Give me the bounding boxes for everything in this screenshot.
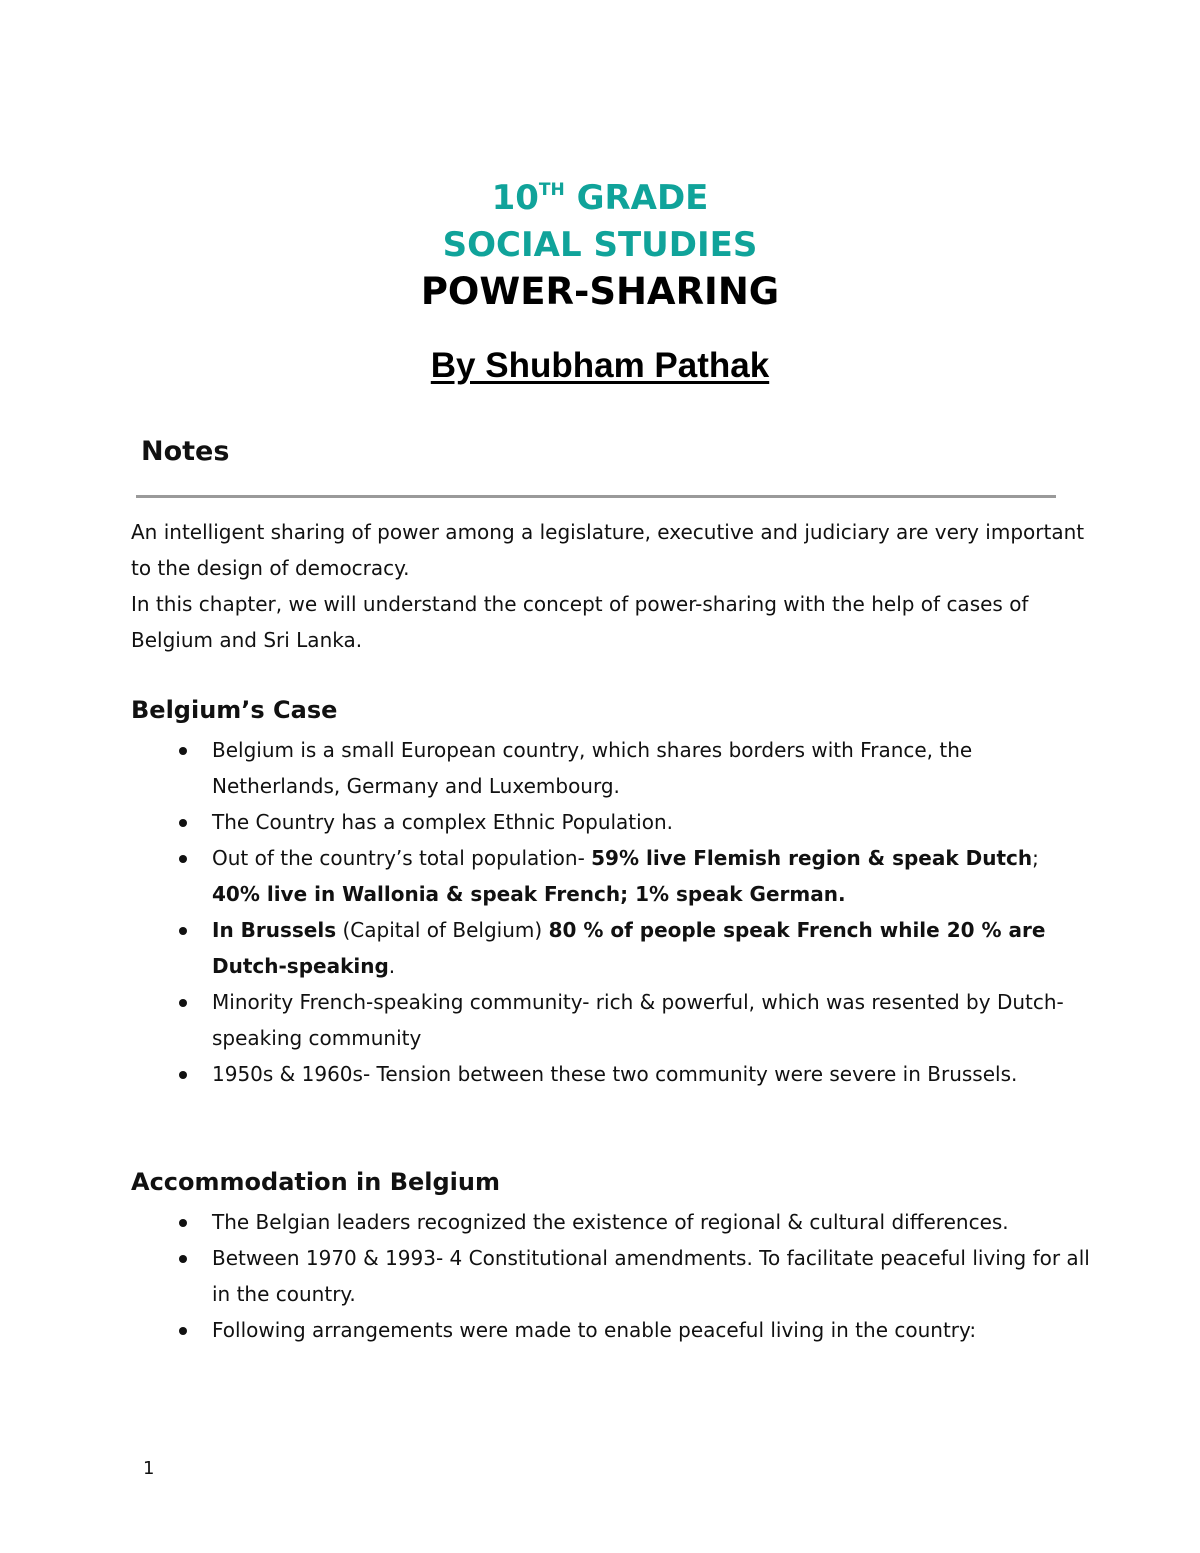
- belgium-case-list: [131, 732, 1091, 1092]
- accommodation-list: [131, 1204, 1091, 1348]
- list-item: [131, 1204, 1091, 1240]
- list-item: [131, 732, 1091, 804]
- list-item-text: (Capital of Belgium): [336, 918, 549, 942]
- list-item: [131, 1056, 1091, 1092]
- list-item-text: .: [837, 882, 846, 906]
- horizontal-divider: [136, 495, 1056, 498]
- list-item-text: Minority French-speaking community- rich & powerful, which was resented by Dutch-speaking community: [212, 990, 1064, 1050]
- list-item-bold: 59% live Flemish region & speak Dutch: [591, 846, 1033, 870]
- list-item-text: ;: [1032, 846, 1039, 870]
- grade-title: [0, 178, 1200, 218]
- bullet-icon: [179, 1071, 187, 1079]
- list-item: [131, 804, 1091, 840]
- bullet-icon: [179, 1219, 187, 1227]
- list-item: [131, 840, 1091, 912]
- list-item: [131, 912, 1091, 984]
- list-item-text: 1950s & 1960s- Tension between these two community were severe in Brussels.: [212, 1062, 1018, 1086]
- grade-word: GRADE: [576, 178, 709, 218]
- list-item: [131, 1240, 1091, 1312]
- accommodation-heading: Accommodation in Belgium: [131, 1168, 500, 1196]
- list-item-text: Belgium is a small European country, which shares borders with France, the Netherlands, Germany and Luxembourg.: [212, 738, 973, 798]
- bullet-icon: [179, 855, 187, 863]
- list-item-text: Between 1970 & 1993- 4 Constitutional amendments. To facilitate peaceful living for all in the country.: [212, 1246, 1090, 1306]
- intro-text: [131, 514, 1091, 658]
- list-item-bold: 80 % of people speak French while 20 % are Dutch-speaking: [212, 918, 1046, 978]
- list-item-bold: In Brussels: [212, 918, 337, 942]
- intro-paragraph-1: An intelligent sharing of power among a legislature, executive and judiciary are very important to the design of democracy.: [131, 520, 1085, 580]
- bullet-icon: [179, 819, 187, 827]
- list-item-text: .: [388, 954, 396, 978]
- author-line: By Shubham Pathak: [430, 346, 770, 385]
- list-item: [131, 1312, 1091, 1348]
- bullet-icon: [179, 927, 187, 935]
- list-item-text: Out of the country’s total population-: [212, 846, 592, 870]
- page-number: 1: [143, 1458, 155, 1479]
- bullet-icon: [179, 1327, 187, 1335]
- chapter-title: POWER-SHARING: [420, 270, 780, 313]
- list-item-text: Following arrangements were made to enable peaceful living in the country:: [212, 1318, 977, 1342]
- grade-superscript: TH: [538, 179, 565, 200]
- list-item-text: The Belgian leaders recognized the existence of regional & cultural differences.: [212, 1210, 1009, 1234]
- belgium-case-heading: Belgium’s Case: [131, 696, 338, 724]
- bullet-icon: [179, 1255, 187, 1263]
- bullet-icon: [179, 999, 187, 1007]
- bullet-icon: [179, 747, 187, 755]
- subject-title: SOCIAL STUDIES: [442, 225, 758, 265]
- intro-paragraph-2: In this chapter, we will understand the concept of power-sharing with the help of cases of Belgium and Sri Lanka.: [131, 592, 1029, 652]
- list-item-bold: 40% live in Wallonia & speak French; 1% speak German: [212, 882, 838, 906]
- list-item: [131, 984, 1091, 1056]
- grade-number: 10: [491, 178, 539, 218]
- list-item-text: The Country has a complex Ethnic Population.: [212, 810, 673, 834]
- notes-heading: Notes: [141, 436, 230, 467]
